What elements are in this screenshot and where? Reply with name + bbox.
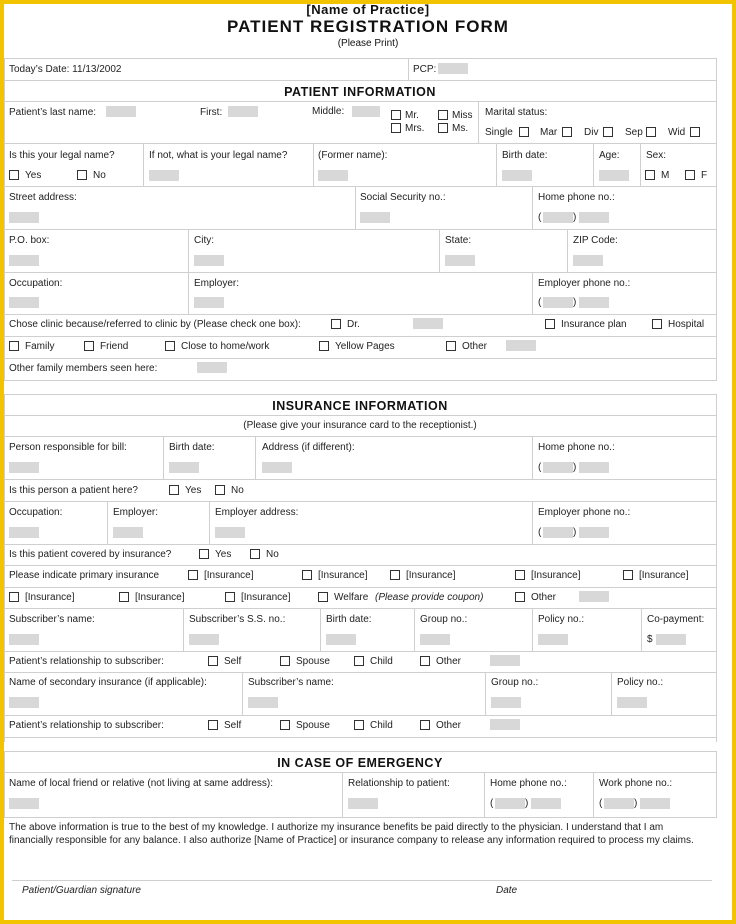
rel2-other-field[interactable] <box>490 719 520 730</box>
welfare-coupon-note: (Please provide coupon) <box>375 592 484 603</box>
former-name-field[interactable] <box>318 170 348 181</box>
home-phone-label: Home phone no.: <box>538 192 615 203</box>
emergency-home-phone-label: Home phone no.: <box>490 778 567 789</box>
ins-employer-phone-paren-open: ( <box>538 527 542 538</box>
secondary-group-label: Group no.: <box>491 677 539 688</box>
pcp-label: PCP: <box>413 64 437 75</box>
is-patient-yes-checkbox[interactable] <box>169 485 179 495</box>
ins-occupation-label: Occupation: <box>9 507 63 518</box>
rel2-child-label: Child <box>370 720 393 731</box>
employer-phone-area-field[interactable] <box>543 297 573 308</box>
widowed-label: Wid <box>668 127 686 138</box>
emergency-work-phone-label: Work phone no.: <box>599 778 673 789</box>
miss-checkbox[interactable] <box>438 110 448 120</box>
po-box-field[interactable] <box>9 255 39 266</box>
subscriber-name-label: Subscriber’s name: <box>9 614 95 625</box>
is-patient-yes-label: Yes <box>185 485 202 496</box>
relationship-label: Patient’s relationship to subscriber: <box>9 656 164 667</box>
is-patient-no-label: No <box>231 485 244 496</box>
other-insurance-label: Other <box>531 592 557 603</box>
legal-yes-label: Yes <box>25 170 42 181</box>
family-checkbox[interactable] <box>9 341 19 351</box>
home-phone-paren-open: ( <box>538 212 542 223</box>
emergency-contact-label: Name of local friend or relative (not living at same address): <box>9 778 274 789</box>
middle-name-field[interactable] <box>352 106 380 117</box>
legal-name-field[interactable] <box>149 170 179 181</box>
friend-checkbox[interactable] <box>84 341 94 351</box>
rel2-other-checkbox[interactable] <box>420 720 430 730</box>
group-number-field[interactable] <box>420 634 450 645</box>
age-field[interactable] <box>599 170 629 181</box>
doctor-referral-field[interactable] <box>413 318 443 329</box>
subscriber-ssn-label: Subscriber’s S.S. no.: <box>189 614 286 625</box>
ins-employer-address-label: Employer address: <box>215 507 299 518</box>
rel-spouse-label: Spouse <box>296 656 330 667</box>
subscriber-name-field[interactable] <box>9 634 39 645</box>
ms-checkbox[interactable] <box>438 123 448 133</box>
ms-label: Ms. <box>452 123 469 134</box>
ssn-label: Social Security no.: <box>360 192 446 203</box>
separated-label: Sep <box>625 127 643 138</box>
married-checkbox[interactable] <box>562 127 572 137</box>
policy-number-field[interactable] <box>538 634 568 645</box>
emergency-home-phone-paren-close: ) <box>525 798 529 809</box>
rel2-other-label: Other <box>436 720 462 731</box>
last-name-label: Patient’s last name: <box>9 107 97 118</box>
rel-spouse-checkbox[interactable] <box>280 656 290 666</box>
family-label: Family <box>25 341 55 352</box>
widowed-checkbox[interactable] <box>690 127 700 137</box>
policy-number-label: Policy no.: <box>538 614 585 625</box>
rel-self-label: Self <box>224 656 242 667</box>
legal-name-question: Is this your legal name? <box>9 150 115 161</box>
secondary-group-field[interactable] <box>491 697 521 708</box>
age-label: Age: <box>599 150 620 161</box>
legal-no-label: No <box>93 170 106 181</box>
sex-label: Sex: <box>646 150 667 161</box>
secondary-insurance-field[interactable] <box>9 697 39 708</box>
employer-phone-paren-open: ( <box>538 297 542 308</box>
insurance-plan-checkbox[interactable] <box>545 319 555 329</box>
secondary-policy-field[interactable] <box>617 697 647 708</box>
rel2-self-checkbox[interactable] <box>208 720 218 730</box>
insurance-card-note: (Please give your insurance card to the receptionist.) <box>243 420 477 431</box>
insurance-option-8-label: [Insurance] <box>241 592 291 603</box>
copayment-label: Co-payment: <box>647 614 705 625</box>
ins-employer-phone-area-field[interactable] <box>543 527 573 538</box>
miss-label: Miss <box>452 110 473 121</box>
insurance-option-3-checkbox[interactable] <box>390 570 400 580</box>
birth-date-field[interactable] <box>502 170 532 181</box>
ins-employer-field[interactable] <box>113 527 143 538</box>
responsible-phone-label: Home phone no.: <box>538 442 615 453</box>
primary-insurance-label: Please indicate primary insurance <box>9 570 160 581</box>
group-number-label: Group no.: <box>420 614 468 625</box>
emergency-work-phone-area-field[interactable] <box>604 798 634 809</box>
occupation-label: Occupation: <box>9 278 63 289</box>
insurance-option-5-checkbox[interactable] <box>623 570 633 580</box>
relationship2-label: Patient’s relationship to subscriber: <box>9 720 164 731</box>
married-label: Mar <box>540 127 558 138</box>
emergency-home-phone-paren-open: ( <box>490 798 494 809</box>
rel2-self-label: Self <box>224 720 242 731</box>
insurance-option-5-label: [Insurance] <box>639 570 689 581</box>
insurance-option-2-label: [Insurance] <box>318 570 368 581</box>
responsible-address-label: Address (if different): <box>262 442 355 453</box>
city-label: City: <box>194 235 214 246</box>
single-checkbox[interactable] <box>519 127 529 137</box>
sex-f-label: F <box>701 170 708 181</box>
mrs-label: Mrs. <box>405 123 425 134</box>
first-name-field[interactable] <box>228 106 258 117</box>
insurance-option-7-label: [Insurance] <box>135 592 185 603</box>
ins-employer-phone-label: Employer phone no.: <box>538 507 631 518</box>
ssn-field[interactable] <box>360 212 390 223</box>
state-field[interactable] <box>445 255 475 266</box>
insurance-plan-label: Insurance plan <box>561 319 627 330</box>
secondary-insurance-label: Name of secondary insurance (if applicable): <box>9 677 207 688</box>
insurance-option-6-label: [Insurance] <box>25 592 75 603</box>
yellow-pages-checkbox[interactable] <box>319 341 329 351</box>
mr-label: Mr. <box>405 110 419 121</box>
responsible-birth-field[interactable] <box>169 462 199 473</box>
sex-f-checkbox[interactable] <box>685 170 695 180</box>
rel-other-field[interactable] <box>490 655 520 666</box>
emergency-relationship-label: Relationship to patient: <box>348 778 450 789</box>
close-to-home-checkbox[interactable] <box>165 341 175 351</box>
authorization-statement: The above information is true to the best of my knowledge. I authorize my insurance benefits be paid directly to the physician. I understand that I am financially responsible for any balance. I also authorize [Name of Practice] or insurance company to release any information required to process my claims. <box>9 822 694 846</box>
insurance-option-3-label: [Insurance] <box>406 570 456 581</box>
separated-checkbox[interactable] <box>646 127 656 137</box>
ins-employer-label: Employer: <box>113 507 159 518</box>
employer-field[interactable] <box>194 297 224 308</box>
section-patient-information: PATIENT INFORMATION <box>284 85 436 99</box>
sex-m-label: M <box>661 170 670 181</box>
family-members-field[interactable] <box>197 362 227 373</box>
rel-child-checkbox[interactable] <box>354 656 364 666</box>
hospital-checkbox[interactable] <box>652 319 662 329</box>
city-field[interactable] <box>194 255 224 266</box>
emergency-contact-field[interactable] <box>9 798 39 809</box>
rel-self-checkbox[interactable] <box>208 656 218 666</box>
ins-employer-address-field[interactable] <box>215 527 245 538</box>
subscriber-birth-label: Birth date: <box>326 614 372 625</box>
welfare-label: Welfare <box>334 592 369 603</box>
other-insurance-field[interactable] <box>579 591 609 602</box>
other-referral-field[interactable] <box>506 340 536 351</box>
welfare-checkbox[interactable] <box>318 592 328 602</box>
occupation-field[interactable] <box>9 297 39 308</box>
divorced-checkbox[interactable] <box>603 127 613 137</box>
middle-name-label: Middle: <box>312 106 345 117</box>
employer-label: Employer: <box>194 278 240 289</box>
ins-employer-phone-paren-close: ) <box>573 527 577 538</box>
insurance-option-4-checkbox[interactable] <box>515 570 525 580</box>
signature-date-label: Date <box>496 885 518 896</box>
po-box-label: P.O. box: <box>9 235 50 246</box>
home-phone-paren-close: ) <box>573 212 577 223</box>
emergency-work-phone-number-field[interactable] <box>640 798 670 809</box>
copayment-dollar-sign: $ <box>647 634 653 645</box>
doctor-referral-checkbox[interactable] <box>331 319 341 329</box>
responsible-phone-paren-open: ( <box>538 462 542 473</box>
emergency-home-phone-number-field[interactable] <box>531 798 561 809</box>
insurance-option-6-checkbox[interactable] <box>9 592 19 602</box>
family-members-label: Other family members seen here: <box>9 363 158 374</box>
legal-yes-checkbox[interactable] <box>9 170 19 180</box>
ins-employer-phone-number-field[interactable] <box>579 527 609 538</box>
practice-name: [Name of Practice] <box>306 2 430 17</box>
responsible-person-field[interactable] <box>9 462 39 473</box>
rel-child-label: Child <box>370 656 393 667</box>
responsible-address-field[interactable] <box>262 462 292 473</box>
mrs-checkbox[interactable] <box>391 123 401 133</box>
covered-question: Is this patient covered by insurance? <box>9 549 172 560</box>
secondary-subscriber-field[interactable] <box>248 697 278 708</box>
employer-phone-label: Employer phone no.: <box>538 278 631 289</box>
former-name-label: (Former name): <box>318 150 388 161</box>
rel-other-checkbox[interactable] <box>420 656 430 666</box>
is-patient-no-checkbox[interactable] <box>215 485 225 495</box>
responsible-phone-area-field[interactable] <box>543 462 573 473</box>
state-label: State: <box>445 235 472 246</box>
form-subtitle: (Please Print) <box>337 38 399 49</box>
zip-label: ZIP Code: <box>573 235 618 246</box>
covered-yes-label: Yes <box>215 549 232 560</box>
zip-field[interactable] <box>573 255 603 266</box>
street-address-field[interactable] <box>9 212 39 223</box>
rel2-spouse-checkbox[interactable] <box>280 720 290 730</box>
home-phone-number-field[interactable] <box>579 212 609 223</box>
employer-phone-paren-close: ) <box>573 297 577 308</box>
todays-date: Today’s Date: 11/13/2002 <box>9 64 122 75</box>
section-insurance-information: INSURANCE INFORMATION <box>272 399 448 413</box>
divorced-label: Div <box>584 127 599 138</box>
last-name-field[interactable] <box>106 106 136 117</box>
responsible-person-label: Person responsible for bill: <box>9 442 127 453</box>
form-title: PATIENT REGISTRATION FORM <box>227 17 509 36</box>
first-name-label: First: <box>200 107 223 118</box>
doctor-referral-label: Dr. <box>347 319 360 330</box>
emergency-home-phone-area-field[interactable] <box>495 798 525 809</box>
friend-label: Friend <box>100 341 129 352</box>
signature-label: Patient/Guardian signature <box>22 885 141 896</box>
insurance-option-7-checkbox[interactable] <box>119 592 129 602</box>
other-referral-checkbox[interactable] <box>446 341 456 351</box>
other-insurance-checkbox[interactable] <box>515 592 525 602</box>
insurance-option-1-checkbox[interactable] <box>188 570 198 580</box>
emergency-work-phone-paren-open: ( <box>599 798 603 809</box>
rel-other-label: Other <box>436 656 462 667</box>
copayment-field[interactable] <box>656 634 686 645</box>
close-to-home-label: Close to home/work <box>181 341 270 352</box>
ins-occupation-field[interactable] <box>9 527 39 538</box>
employer-phone-number-field[interactable] <box>579 297 609 308</box>
covered-no-label: No <box>266 549 279 560</box>
yellow-pages-label: Yellow Pages <box>335 341 395 352</box>
rel2-spouse-label: Spouse <box>296 720 330 731</box>
single-label: Single <box>485 127 513 138</box>
emergency-relationship-field[interactable] <box>348 798 378 809</box>
subscriber-ssn-field[interactable] <box>189 634 219 645</box>
secondary-subscriber-label: Subscriber’s name: <box>248 677 334 688</box>
covered-no-checkbox[interactable] <box>250 549 260 559</box>
is-patient-question: Is this person a patient here? <box>9 485 138 496</box>
pcp-field[interactable] <box>438 63 468 74</box>
insurance-option-8-checkbox[interactable] <box>225 592 235 602</box>
rel2-child-checkbox[interactable] <box>354 720 364 730</box>
responsible-birth-label: Birth date: <box>169 442 215 453</box>
insurance-option-4-label: [Insurance] <box>531 570 581 581</box>
chose-clinic-label: Chose clinic because/referred to clinic by (Please check one box): <box>9 319 301 330</box>
birth-date-label: Birth date: <box>502 150 548 161</box>
sex-m-checkbox[interactable] <box>645 170 655 180</box>
responsible-phone-paren-close: ) <box>573 462 577 473</box>
insurance-option-1-label: [Insurance] <box>204 570 254 581</box>
insurance-option-2-checkbox[interactable] <box>302 570 312 580</box>
street-address-label: Street address: <box>9 192 77 203</box>
emergency-work-phone-paren-close: ) <box>634 798 638 809</box>
subscriber-birth-field[interactable] <box>326 634 356 645</box>
section-emergency: IN CASE OF EMERGENCY <box>277 756 443 770</box>
legal-no-checkbox[interactable] <box>77 170 87 180</box>
legal-name-if-not-label: If not, what is your legal name? <box>149 150 288 161</box>
covered-yes-checkbox[interactable] <box>199 549 209 559</box>
home-phone-area-field[interactable] <box>543 212 573 223</box>
secondary-policy-label: Policy no.: <box>617 677 664 688</box>
responsible-phone-number-field[interactable] <box>579 462 609 473</box>
marital-status-label: Marital status: <box>485 107 548 118</box>
other-referral-label: Other <box>462 341 488 352</box>
mr-checkbox[interactable] <box>391 110 401 120</box>
hospital-label: Hospital <box>668 319 705 330</box>
